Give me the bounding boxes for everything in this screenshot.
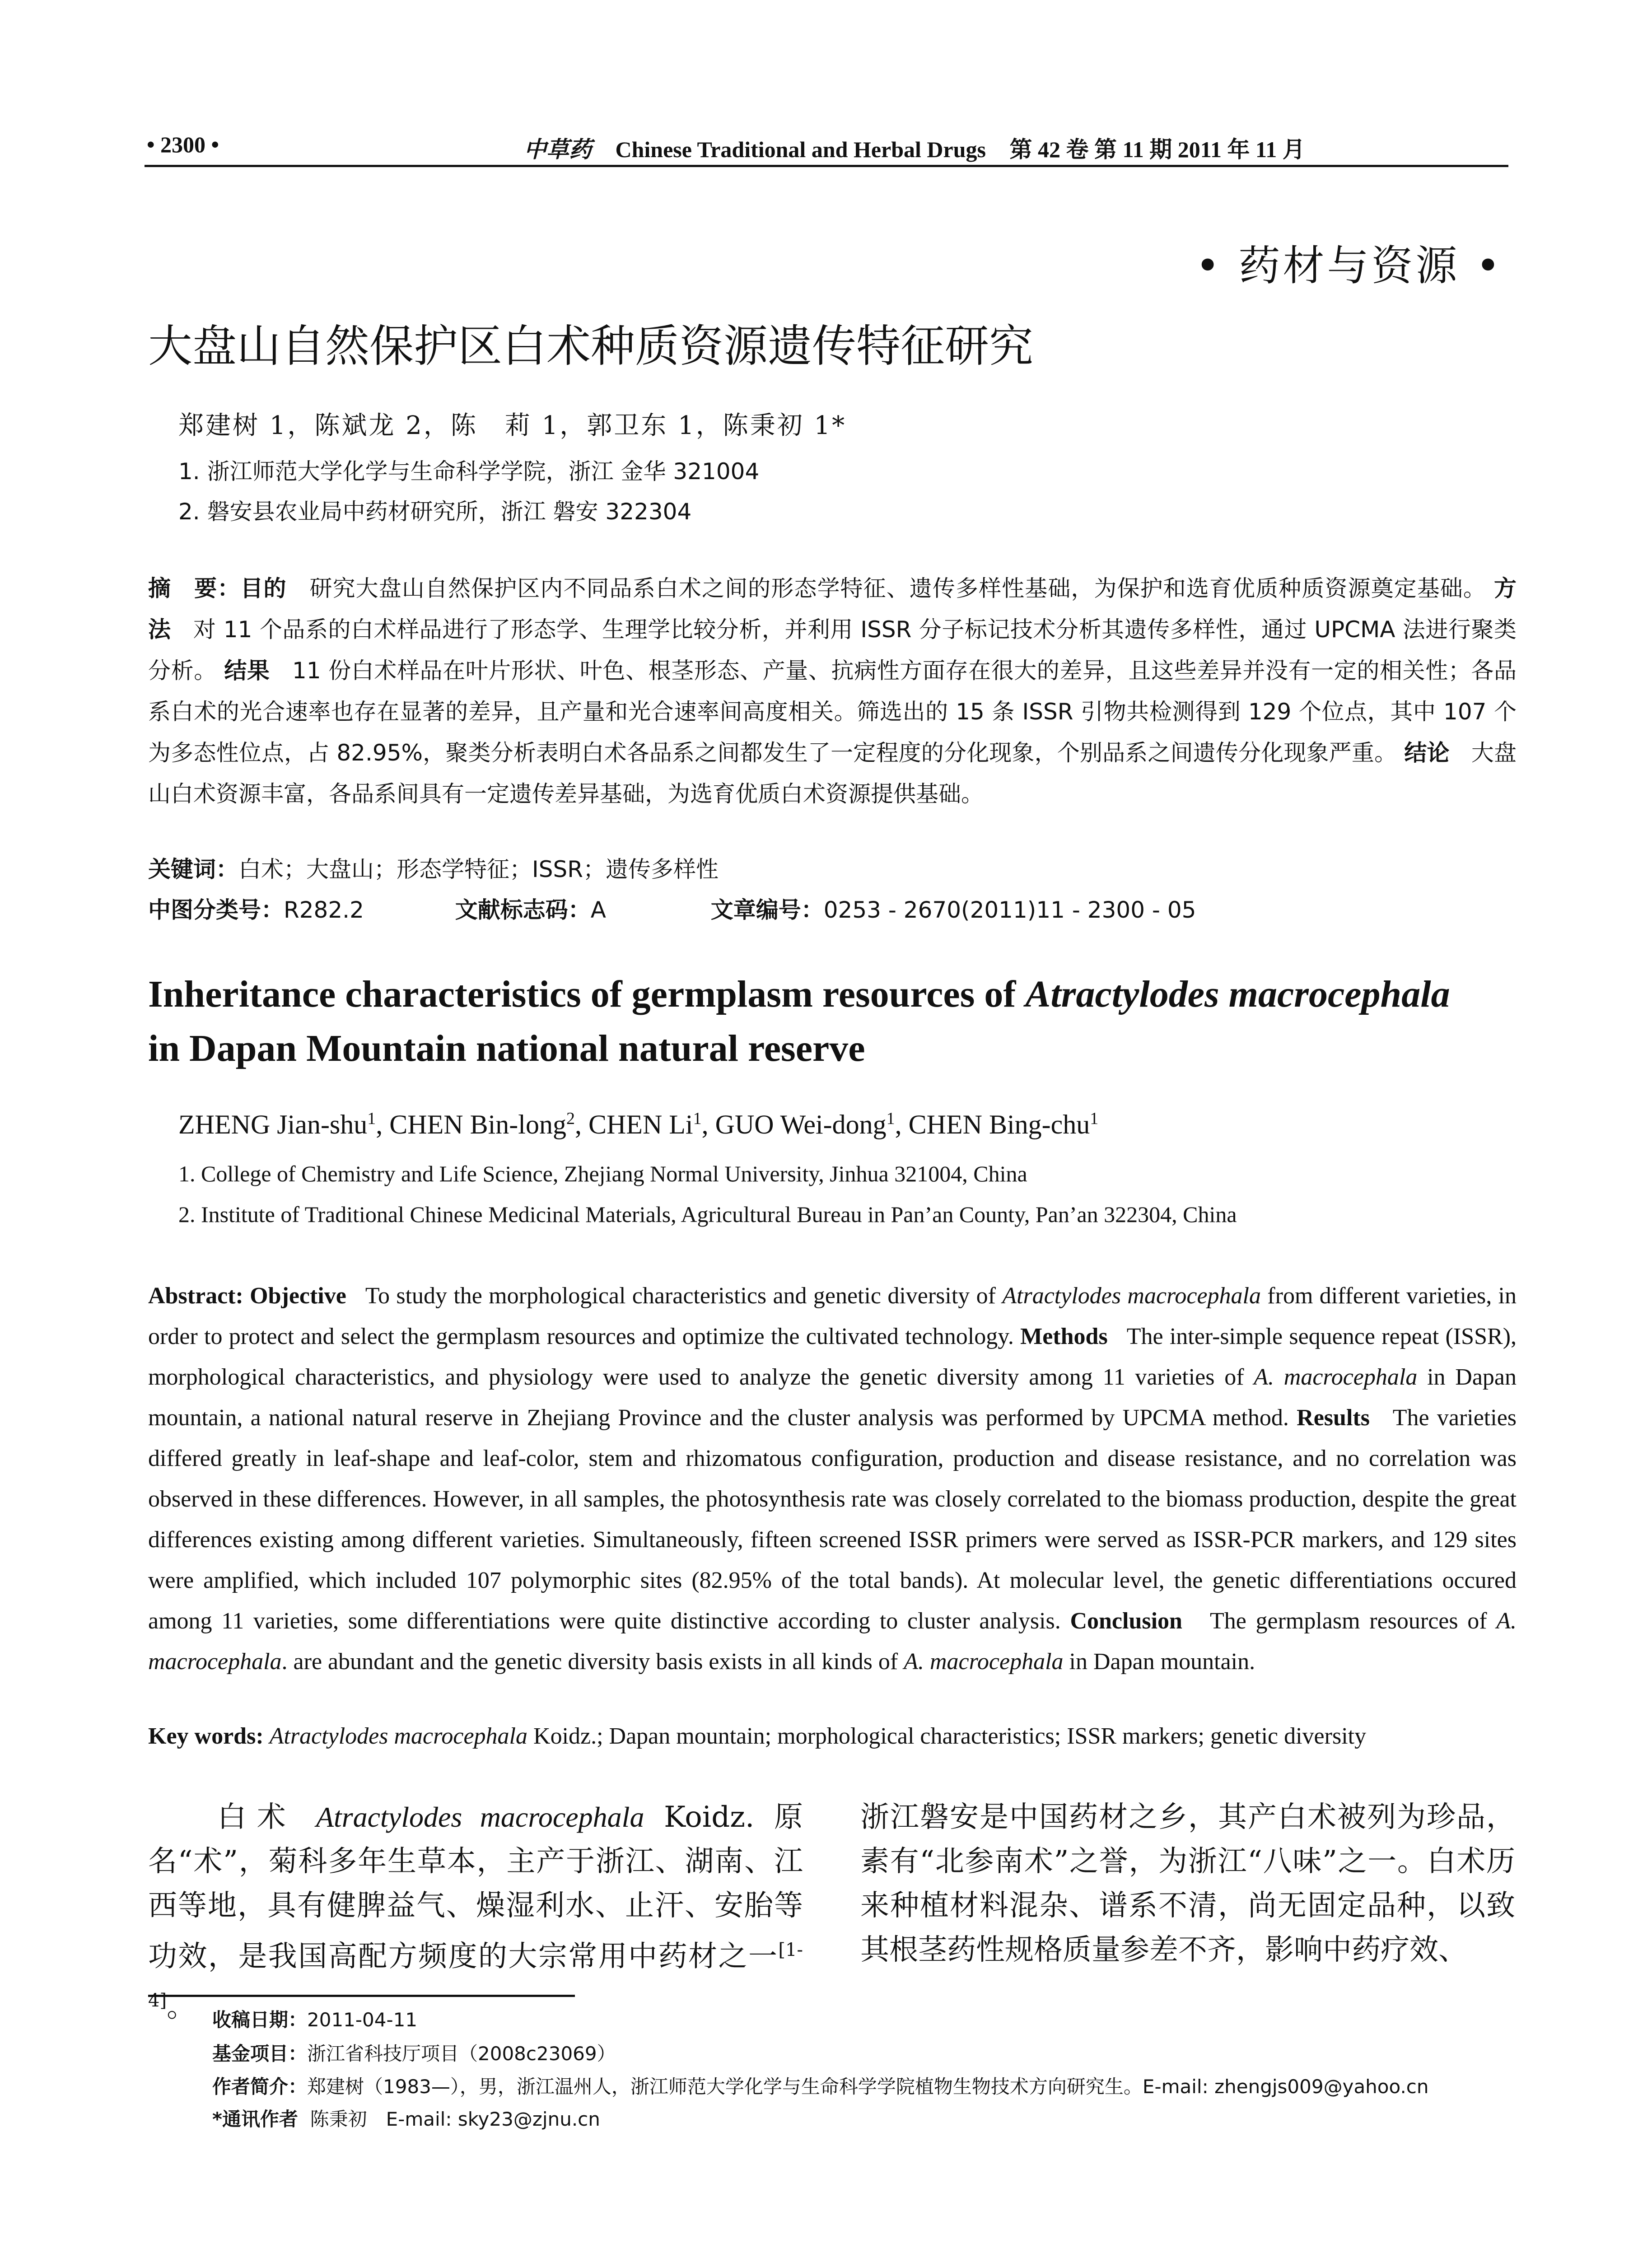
en-abstract-conclusion: The germplasm resources of	[1210, 1608, 1497, 1634]
species-name: Atractylodes macrocephala	[316, 1801, 644, 1833]
en-title	[148, 967, 1526, 1076]
footnote-divider	[148, 1995, 575, 1997]
cn-abstract-methods: 对 11 个品系的白术样品进行了形态学、生理学比较分析，并利用 ISSR 分子标记技术分析其遗传多样性，通过 UPCMA 法进行聚类分析。	[148, 616, 1517, 684]
en-abstract-lead: Abstract: Objective	[148, 1283, 346, 1309]
author-name: CHEN Bing-chu	[908, 1110, 1090, 1139]
page-number: • 2300 •	[147, 132, 219, 157]
running-header	[145, 129, 1508, 167]
body-column-left	[148, 1795, 803, 2029]
cn-keywords-value: 白术；大盘山；形态学特征；ISSR；遗传多样性	[238, 856, 719, 882]
en-title-species: Atractylodes macrocephala	[1025, 973, 1450, 1015]
cn-keywords-label: 关键词：	[148, 856, 238, 882]
cn-abstract-lead: 摘 要：目的	[148, 575, 287, 602]
en-affiliation-1: 1. College of Chemistry and Life Science, Zhejiang Normal University, Jinhua 321004, China	[178, 1161, 1027, 1186]
species-name: A. macrocephala	[148, 1608, 1517, 1675]
citation: [1-4]	[148, 1940, 803, 2011]
footnote-label: 基金项目：	[212, 2043, 308, 2065]
en-abstract-conclusion-mid: . are abundant and the genetic diversity basis exists in all kinds of	[281, 1649, 904, 1675]
class-value: R282.2	[284, 897, 364, 923]
footnote-value: 郑建树（1983—），男，浙江温州人，浙江师范大学化学与生命科学学院植物生物技术方向研究生。E-mail: zhengjs009@yahoo.cn	[307, 2076, 1429, 2098]
en-abstract-methods: The inter-simple sequence repeat (ISSR), morphological characteristics, and physiology were used to analyze the genetic diversity among 11 varieties of	[148, 1324, 1517, 1390]
footnote-value: 2011-04-11	[307, 2009, 418, 2031]
en-abstract-methods-end: in Dapan mountain, a national natural reserve in Zhejiang Province and the cluster analysis was performed by UPCMA method.	[148, 1364, 1517, 1431]
class-label: 中图分类号：	[148, 897, 284, 923]
cn-affiliation-1: 1. 浙江师范大学化学与生命科学学院，浙江 金华 321004	[178, 458, 760, 485]
author-affiliation-mark: 1	[693, 1109, 702, 1128]
cn-abstract-conclusion-label: 结论	[1404, 740, 1450, 766]
footnote-value: 浙江省科技厅项目（2008c23069）	[307, 2043, 616, 2065]
cn-title: 大盘山自然保护区白术种质资源遗传特征研究	[148, 321, 1034, 372]
en-authors: ZHENG Jian-shu$^1$, CHEN Bin-long$^2$, CHEN Li$^1$, GUO Wei-dong$^1$, CHEN Bing-chu$^1$	[178, 1109, 1099, 1139]
author-name: CHEN Li	[588, 1110, 693, 1139]
cn-keywords	[148, 851, 719, 884]
footnote-bio	[212, 2072, 1429, 2099]
column-label: • 药材与资源 •	[1195, 242, 1503, 290]
author-affiliation-mark: 2	[566, 1109, 575, 1128]
species-name: Atractylodes macrocephala	[269, 1723, 528, 1749]
cn-abstract-conclusion: 大盘山白术资源丰富，各品系间具有一定遗传差异基础，为选育优质白术资源提供基础。	[148, 740, 1517, 807]
body-text: Koidz. 原名“术”，菊科多年生草本，主产于浙江、湖南、江西等地，具有健脾益气、燥湿利水、止汗、安胎等功效，是我国高配方频度的大宗常用中药材之一	[148, 1801, 803, 1973]
footnote-fund	[212, 2039, 616, 2066]
en-keywords-label: Key words:	[148, 1723, 264, 1749]
article-number-value: 0253 - 2670(2011)11 - 2300 - 05	[823, 897, 1196, 923]
footnote-corresponding	[212, 2104, 600, 2132]
cn-abstract-methods-label: 方法	[148, 575, 1517, 643]
en-keywords	[148, 1723, 1366, 1749]
en-abstract-objective-end: from different varieties, in order to protect and select the germplasm resources and optimize the cultivated technology.	[148, 1283, 1517, 1349]
cn-authors: 郑建树 1，陈斌龙 2，陈 莉 1，郭卫东 1，陈秉初 1*	[178, 411, 847, 440]
en-abstract-objective: To study the morphological characteristics and genetic diversity of	[365, 1283, 1003, 1309]
journal-title	[524, 131, 1305, 164]
species-name: Atractylodes macrocephala	[1002, 1283, 1261, 1309]
doc-code-label: 文献标志码：	[455, 897, 591, 923]
en-abstract-conclusion-end: in Dapan mountain.	[1063, 1649, 1255, 1675]
en-abstract-conclusion-label: Conclusion	[1070, 1608, 1182, 1634]
en-abstract-methods-label: Methods	[1020, 1324, 1108, 1349]
journal-name-cn: 中草药	[524, 137, 592, 162]
journal-name-en: Chinese Traditional and Herbal Drugs	[615, 137, 986, 162]
en-abstract-results: The varieties differed greatly in leaf-shape and leaf-color, stem and rhizomatous configuration, production and disease resistance, and no correlation was observed in these differences. However, in all samples, the photosynthesis rate was closely correlated to the biomass production, despite the great differences existing among different varieties. Simultaneously, fifteen screened ISSR primers were served as ISSR-PCR markers, and 129 sites were amplified, which included 107 polymorphic sites (82.95% of the total bands). At molecular level, the genetic differentiations occured among 11 varieties, some differentiations were quite distinctive according to cluster analysis.	[148, 1405, 1517, 1634]
author-name: CHEN Bin-long	[389, 1110, 566, 1139]
cn-abstract-results-label: 结果	[224, 658, 270, 684]
species-name: A. macrocephala	[904, 1649, 1064, 1675]
cn-affiliation-2: 2. 磐安县农业局中药材研究所，浙江 磐安 322304	[178, 499, 692, 525]
cn-abstract-results: 11 份白术样品在叶片形状、叶色、根茎形态、产量、抗病性方面存在很大的差异，且这些差异并没有一定的相关性；各品系白术的光合速率也存在显著的差异，且产量和光合速率间高度相关。筛选出的 15 条 ISSR 引物共检测得到 129 个位点，其中 107 个为多态性位点，占 82.95%，聚类分析表明白术各品系之间都发生了一定程度的分化现象，个别品系之间遗传分化现象严重。	[148, 658, 1517, 766]
author-name: GUO Wei-dong	[715, 1110, 887, 1139]
cn-abstract	[148, 568, 1517, 815]
author-affiliation-mark: 1	[367, 1109, 376, 1128]
cn-classification	[148, 892, 1196, 924]
cn-abstract-objective: 研究大盘山自然保护区内不同品系白术之间的形态学特征、遗传多样性基础，为保护和选育优质种质资源奠定基础。	[309, 575, 1487, 602]
article-number-label: 文章编号：	[710, 897, 824, 923]
footnote-label: 收稿日期：	[212, 2009, 308, 2031]
footnote-value: 陈秉初 E-mail: sky23@zjnu.cn	[310, 2108, 600, 2130]
doc-code-value: A	[590, 897, 606, 923]
species-name: A. macrocephala	[1254, 1364, 1418, 1390]
en-abstract-results-label: Results	[1297, 1405, 1370, 1431]
en-affiliation-2: 2. Institute of Traditional Chinese Medicinal Materials, Agricultural Bureau in Pan’an County, Pan’an 322304, China	[178, 1202, 1237, 1227]
footnote-received	[212, 2005, 417, 2032]
author-affiliation-mark: 1	[1090, 1109, 1099, 1128]
footnote-label: *通讯作者	[212, 2108, 298, 2130]
en-title-part1: Inheritance characteristics of germplasm resources of	[148, 973, 1026, 1015]
journal-issue: 第 42 卷 第 11 期 2011 年 11 月	[1009, 137, 1305, 162]
author-name: ZHENG Jian-shu	[178, 1110, 368, 1139]
author-affiliation-mark: 1	[886, 1109, 895, 1128]
en-keywords-value: Koidz.; Dapan mountain; morphological characteristics; ISSR markers; genetic diversity	[527, 1723, 1367, 1749]
body-text: 。	[167, 1990, 196, 2024]
en-title-part2: in Dapan Mountain national natural reserve	[148, 1027, 865, 1069]
body-text: 白术	[207, 1801, 316, 1834]
en-abstract	[148, 1276, 1517, 1682]
footnote-label: 作者简介：	[212, 2076, 308, 2098]
body-column-right: 浙江磐安是中国药材之乡，其产白术被列为珍品，素有“北参南术”之誉，为浙江“八味”之一。白术历来种植材料混杂、谱系不清，尚无固定品种，以致其根茎药性规格质量参差不齐，影响中药疗效、	[860, 1801, 1515, 1967]
